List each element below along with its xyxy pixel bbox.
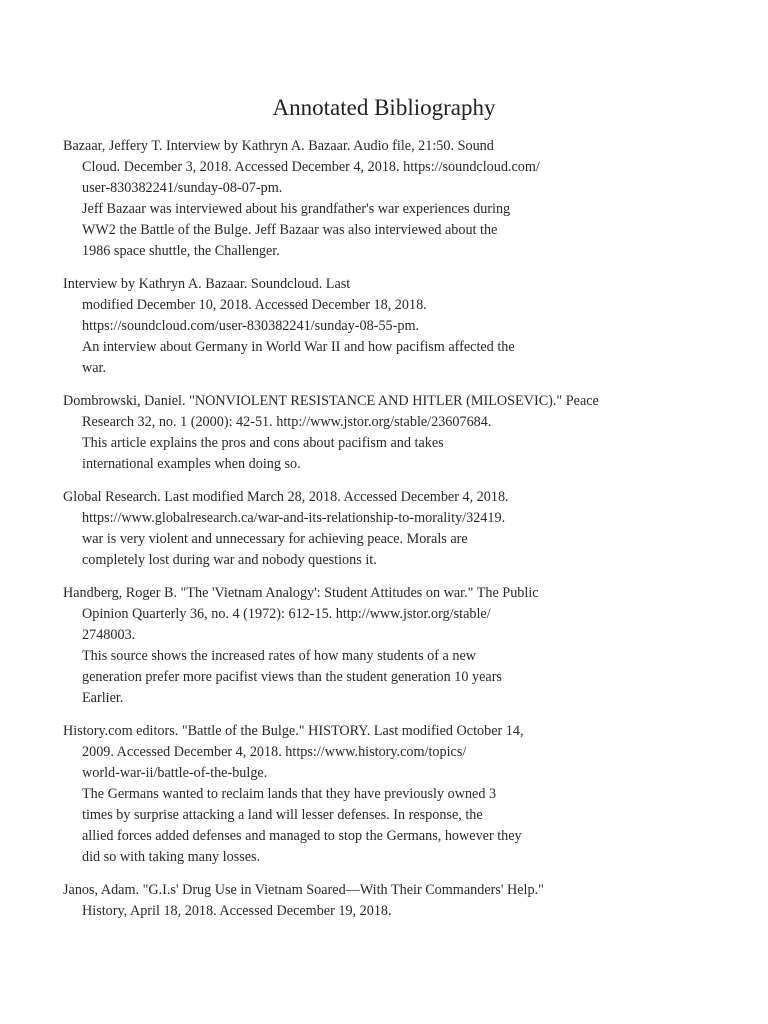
bibliography-entry xyxy=(63,583,663,709)
entry-citation-line: Handberg, Roger B. "The 'Vietnam Analogy': Student Attitudes on war." The Public xyxy=(63,585,539,601)
entry-citation-line: Dombrowski, Daniel. "NONVIOLENT RESISTANCE AND HITLER (MILOSEVIC)." Peace xyxy=(63,393,599,409)
entry-text-line: war is very violent and unnecessary for achieving peace. Morals are xyxy=(82,531,468,547)
entry-text-line: https://soundcloud.com/user-830382241/sunday-08-55-pm. xyxy=(82,318,420,334)
bibliography-entry xyxy=(63,721,663,868)
entry-citation-line: Bazaar, Jeffery T. Interview by Kathryn A. Bazaar. Audio file, 21:50. Sound xyxy=(63,138,494,154)
entry-text-line: did so with taking many losses. xyxy=(82,849,261,865)
entry-text-line: This source shows the increased rates of how many students of a new xyxy=(82,648,476,664)
bibliography-entry xyxy=(63,880,663,922)
entry-text-line: world-war-ii/battle-of-the-bulge. xyxy=(82,765,268,781)
entry-text-line: allied forces added defenses and managed to stop the Germans, however they xyxy=(82,828,522,844)
entry-citation-line: Interview by Kathryn A. Bazaar. Soundcloud. Last xyxy=(63,276,351,292)
entry-text-line: completely lost during war and nobody questions it. xyxy=(82,552,377,568)
entry-text-line: Cloud. December 3, 2018. Accessed December 4, 2018. https://soundcloud.com/ xyxy=(82,159,540,175)
entry-text-line: modified December 10, 2018. Accessed December 18, 2018. xyxy=(82,297,427,313)
bibliography-list xyxy=(63,136,663,934)
entry-text-line: war. xyxy=(82,360,107,376)
entry-text-line: The Germans wanted to reclaim lands that they have previously owned 3 xyxy=(82,786,497,802)
entry-text-line: 2009. Accessed December 4, 2018. https://www.history.com/topics/ xyxy=(82,744,467,760)
entry-text-line: An interview about Germany in World War II and how pacifism affected the xyxy=(82,339,515,355)
entry-citation-line: Janos, Adam. "G.I.s' Drug Use in Vietnam Soared—With Their Commanders' Help." xyxy=(63,882,544,898)
entry-text-line: international examples when doing so. xyxy=(82,456,301,472)
entry-text-line: Jeff Bazaar was interviewed about his grandfather's war experiences during xyxy=(82,201,511,217)
entry-citation-line: History.com editors. "Battle of the Bulge." HISTORY. Last modified October 14, xyxy=(63,723,524,739)
entry-text-line: History, April 18, 2018. Accessed December 19, 2018. xyxy=(82,903,392,919)
entry-text-line: 1986 space shuttle, the Challenger. xyxy=(82,243,280,259)
bibliography-entry xyxy=(63,391,663,475)
entry-text-line: https://www.globalresearch.ca/war-and-its-relationship-to-morality/32419. xyxy=(82,510,506,526)
entry-text-line: user-830382241/sunday-08-07-pm. xyxy=(82,180,283,196)
entry-citation-line: Global Research. Last modified March 28, 2018. Accessed December 4, 2018. xyxy=(63,489,509,505)
entry-text-line: 2748003. xyxy=(82,627,136,643)
entry-text-line: generation prefer more pacifist views than the student generation 10 years xyxy=(82,669,502,685)
entry-text-line: This article explains the pros and cons about pacifism and takes xyxy=(82,435,444,451)
entry-text-line: times by surprise attacking a land will lesser defenses. In response, the xyxy=(82,807,483,823)
page-title: Annotated Bibliography xyxy=(272,95,496,120)
entry-text-line: Opinion Quarterly 36, no. 4 (1972): 612-15. http://www.jstor.org/stable/ xyxy=(82,606,491,622)
bibliography-entry xyxy=(63,136,663,262)
bibliography-entry xyxy=(63,487,663,571)
entry-text-line: Earlier. xyxy=(82,690,124,706)
entry-text-line: Research 32, no. 1 (2000): 42-51. http://www.jstor.org/stable/23607684. xyxy=(82,414,492,430)
entry-text-line: WW2 the Battle of the Bulge. Jeff Bazaar was also interviewed about the xyxy=(82,222,498,238)
bibliography-entry xyxy=(63,274,663,379)
